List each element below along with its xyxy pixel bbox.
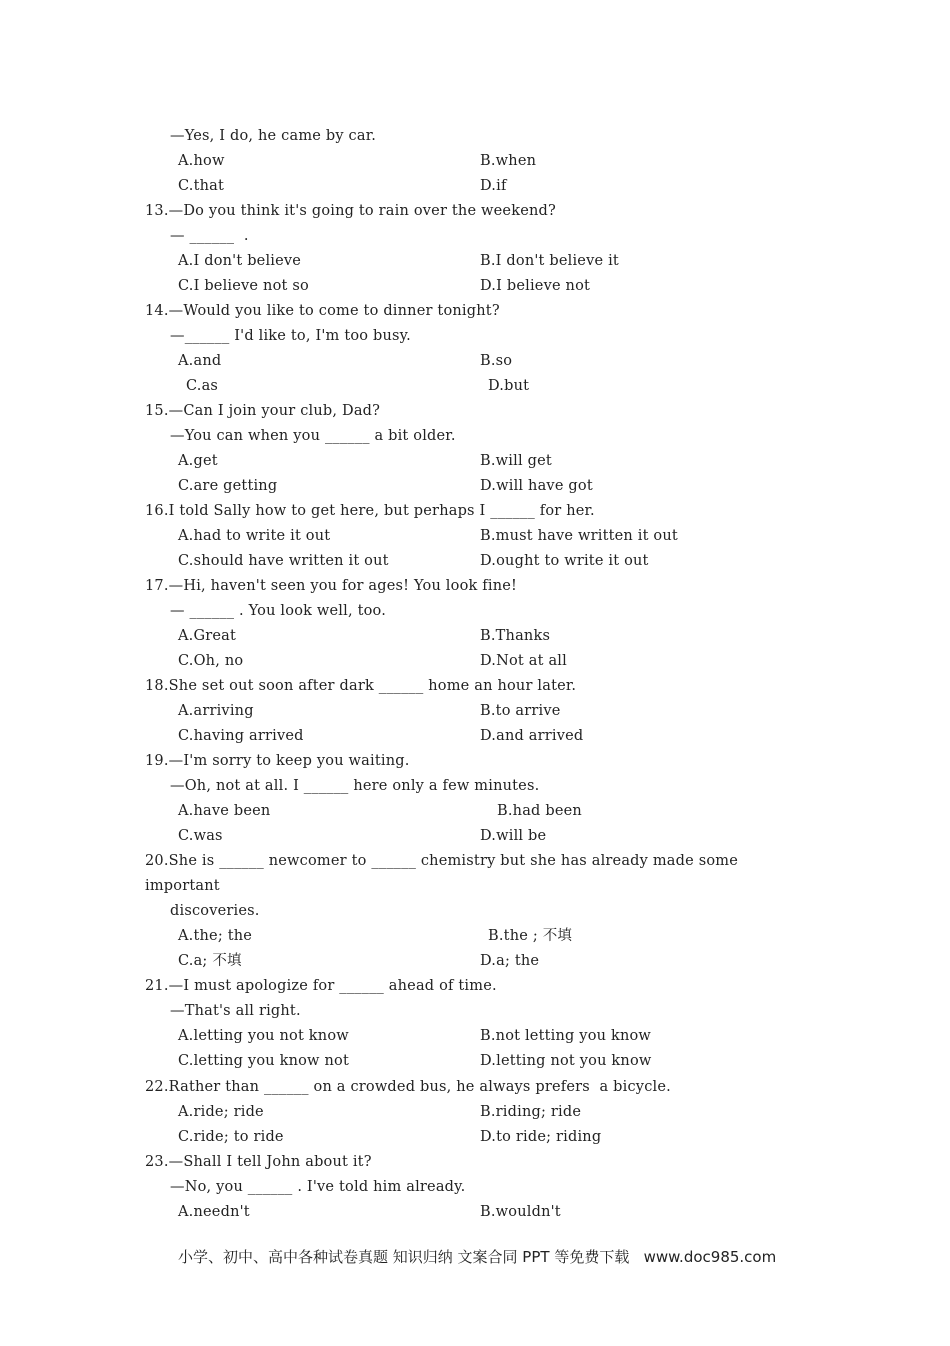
document-line: A.how xyxy=(178,153,225,169)
document-line: D.Not at all xyxy=(480,653,567,669)
document-line: —Oh, not at all. I ______ here only a few minutes. xyxy=(170,778,540,794)
document-line: B.had been xyxy=(497,803,582,819)
document-line: C.that xyxy=(178,178,225,194)
document-line: C.having arrived xyxy=(178,728,304,744)
document-line: D.but xyxy=(488,378,530,394)
document-line: B.riding; ride xyxy=(480,1104,582,1120)
document-line: B.so xyxy=(480,353,513,369)
document-line: B.not letting you know xyxy=(480,1028,652,1044)
document-line: D.if xyxy=(480,178,507,194)
document-line: B.to arrive xyxy=(480,703,561,719)
document-line: A.needn't xyxy=(178,1204,250,1220)
document-line: 16.I told Sally how to get here, but perhaps I ______ for her. xyxy=(145,503,595,519)
document-line: A.Great xyxy=(178,628,237,644)
document-line: 17.—Hi, haven't seen you for ages! You look fine! xyxy=(145,578,518,594)
document-line: —No, you ______ . I've told him already. xyxy=(170,1179,466,1195)
document-line: discoveries. xyxy=(170,903,260,919)
page-footer: 小学、初中、高中各种试卷真题 知识归纳 文案合同 PPT 等免费下载 www.doc985.com xyxy=(178,1248,777,1266)
document-line: C.letting you know not xyxy=(178,1053,349,1069)
document-line: —Yes, I do, he came by car. xyxy=(170,128,377,144)
document-line: C.Oh, no xyxy=(178,653,244,669)
document-line: 14.—Would you like to come to dinner tonight? xyxy=(145,303,500,319)
document-line: B.wouldn't xyxy=(480,1204,561,1220)
document-line: C.as xyxy=(186,378,219,394)
document-line: A.the; the xyxy=(178,928,253,944)
document-line: A.arriving xyxy=(178,703,254,719)
document-line: D.I believe not xyxy=(480,278,591,294)
document-line: 22.Rather than ______ on a crowded bus, he always prefers a bicycle. xyxy=(145,1079,671,1095)
document-line: B.when xyxy=(480,153,537,169)
document-line: B.the ; 不填 xyxy=(488,928,573,944)
document-line: 20.She is ______ newcomer to ______ chemistry but she has already made some xyxy=(145,853,739,869)
document-line: — ______ . You look well, too. xyxy=(170,603,387,619)
document-line: A.ride; ride xyxy=(178,1104,264,1120)
document-line: C.I believe not so xyxy=(178,278,309,294)
document-line: B.must have written it out xyxy=(480,528,678,544)
document-line: A.have been xyxy=(178,803,271,819)
document-line: C.are getting xyxy=(178,478,278,494)
document-line: 13.—Do you think it's going to rain over the weekend? xyxy=(145,203,556,219)
document-line: B.I don't believe it xyxy=(480,253,619,269)
document-line: A.get xyxy=(178,453,218,469)
document-line: 18.She set out soon after dark ______ home an hour later. xyxy=(145,678,577,694)
document-line: D.to ride; riding xyxy=(480,1129,602,1145)
document-line: A.I don't believe xyxy=(178,253,302,269)
document-line: 23.—Shall I tell John about it? xyxy=(145,1154,372,1170)
document-line: D.and arrived xyxy=(480,728,584,744)
document-line: — ______ . xyxy=(170,228,249,244)
document-line: A.and xyxy=(178,353,222,369)
document-line: —______ I'd like to, I'm too busy. xyxy=(170,328,411,344)
document-line: C.was xyxy=(178,828,223,844)
document-line: 19.—I'm sorry to keep you waiting. xyxy=(145,753,410,769)
document-line: D.letting not you know xyxy=(480,1053,652,1069)
document-line: C.a; 不填 xyxy=(178,953,242,969)
document-line: C.should have written it out xyxy=(178,553,389,569)
document-line: 15.—Can I join your club, Dad? xyxy=(145,403,381,419)
document-line: A.letting you not know xyxy=(178,1028,349,1044)
document-line: D.will be xyxy=(480,828,547,844)
document-line: —That's all right. xyxy=(170,1003,301,1019)
document-line: D.ought to write it out xyxy=(480,553,649,569)
document-line: C.ride; to ride xyxy=(178,1129,284,1145)
document-line: B.Thanks xyxy=(480,628,551,644)
document-line: —You can when you ______ a bit older. xyxy=(170,428,456,444)
document-line: important xyxy=(145,878,220,894)
document-line: 21.—I must apologize for ______ ahead of time. xyxy=(145,978,497,994)
document-line: B.will get xyxy=(480,453,552,469)
document-line: D.will have got xyxy=(480,478,593,494)
document-line: D.a; the xyxy=(480,953,540,969)
document-line: A.had to write it out xyxy=(178,528,331,544)
